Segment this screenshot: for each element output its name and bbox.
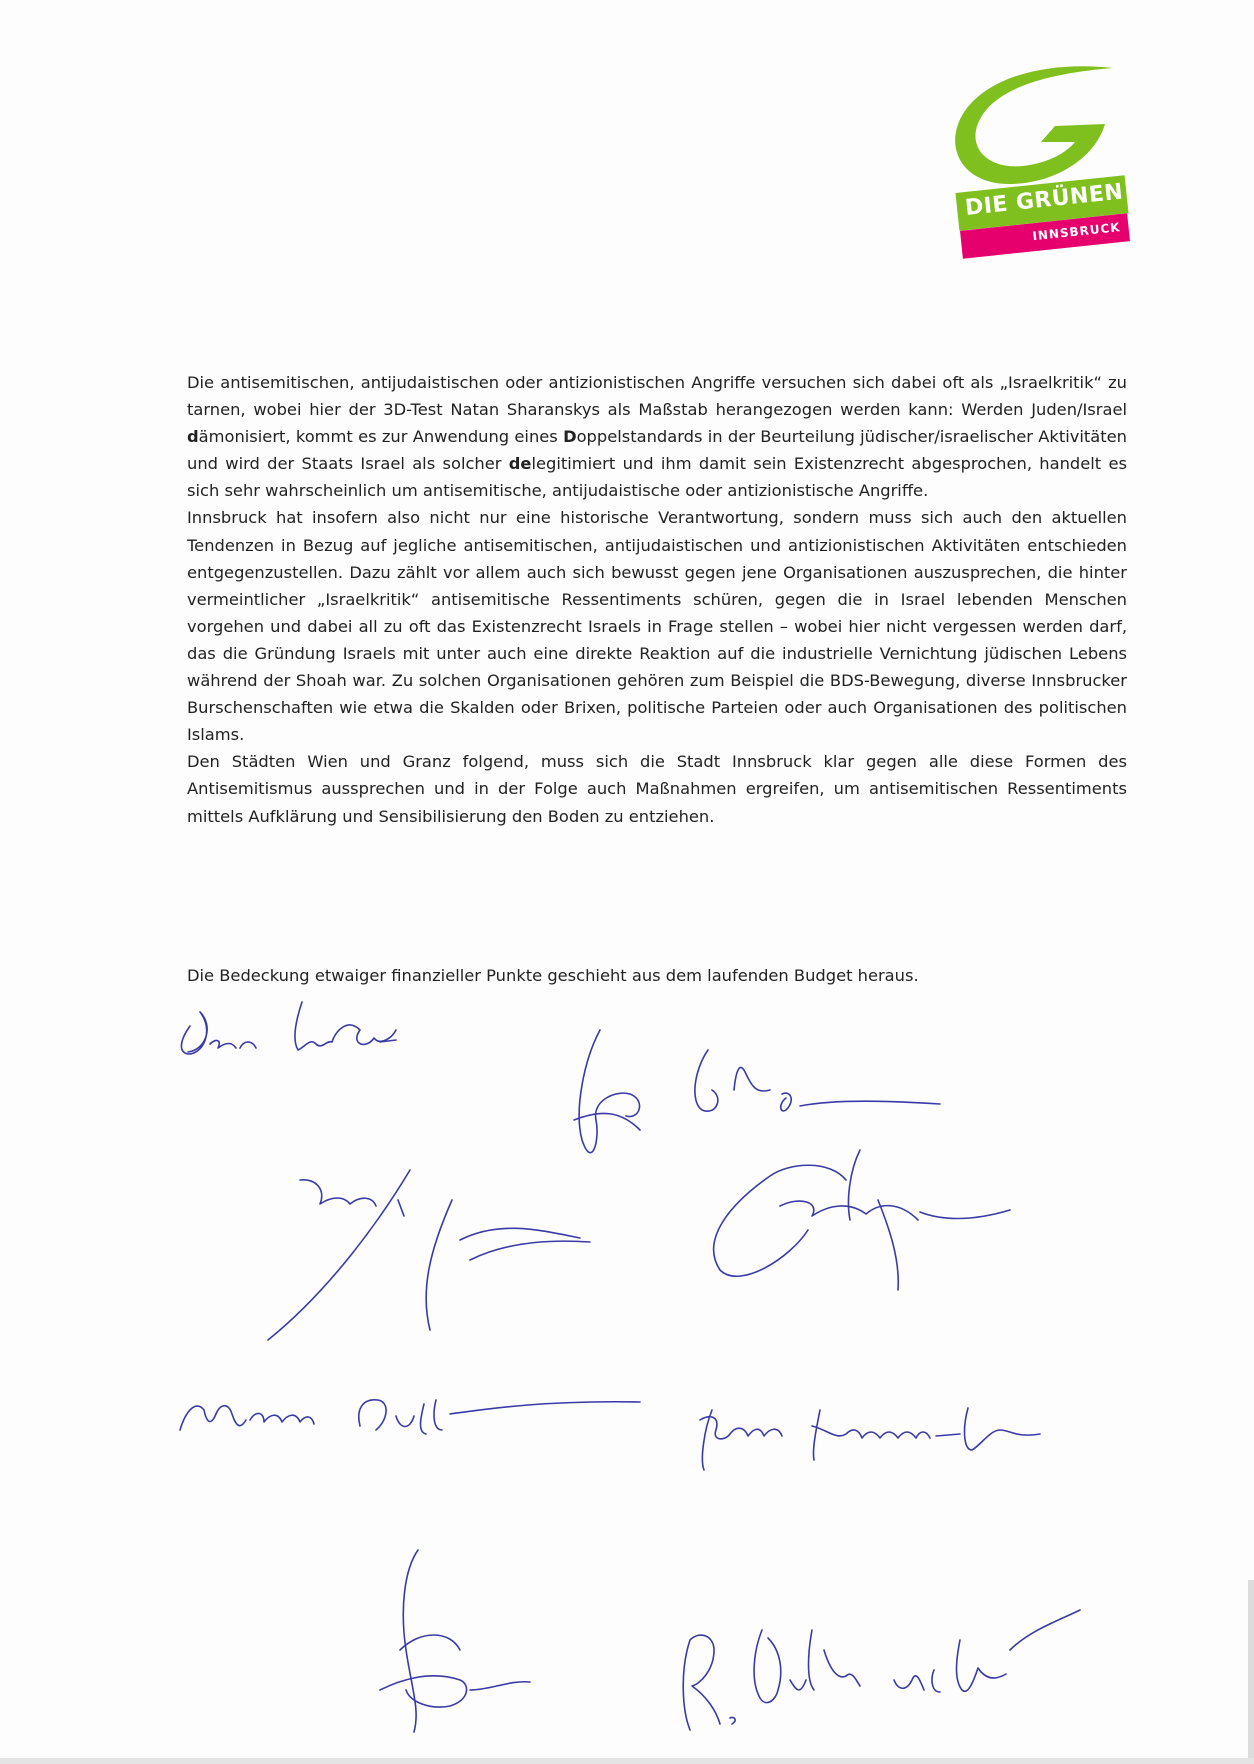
signature-georg — [574, 1030, 940, 1153]
signature-renate — [700, 1408, 1040, 1470]
signature-middle-left — [268, 1170, 590, 1340]
signature-dejan — [181, 1002, 396, 1054]
paragraph-3: Den Städten Wien und Granz folgend, muss sich die Stadt Innsbruck klar gegen alle diese Formen des Antisemitismus aussprechen und in der Folge auch Maßnahmen ergreifen, um antisemitischen Ressentiments mittels Aufklärung und Sensibilisierung den Boden zu entziehen. — [187, 752, 1127, 826]
die-gruenen-logo — [945, 62, 1135, 252]
closing-sentence: Die Bedeckung etwaiger finanzieller Punkte geschieht aus dem laufenden Budget heraus. — [187, 966, 919, 985]
paragraph-1: Die antisemitischen, antijudaistischen oder antizionistischen Angriffe versuchen sich dabei oft als „Israelkritik“ zu tarnen, wobei hier der 3D-Test Natan Sharanskys als Maßstab herangezogen werden kann: Werden Juden/Israel dämonisiert, kommt es zur Anwendung eines Doppelstandards in der Beurteilung jüdischer/israelischer Aktivitäten und wird der Staats Israel als solcher delegitimiert und ihm damit sein Existenzrecht abgesprochen, handelt es sich sehr wahrscheinlich um antisemitische, antijudaistische oder antizionistische Angriffe. — [187, 373, 1127, 501]
signature-schindler — [683, 1610, 1080, 1730]
paragraph-2: Innsbruck hat insofern also nicht nur eine historische Verantwortung, sondern muss sich auch den aktuellen Tendenzen in Bezug auf jegliche antisemitischen, antijudaistischen und antizionistischen Aktivitäten entschieden entgegenzustellen. Dazu zählt vor allem auch sich bewusst gegen jene Organisationen auszusprechen, die hinter vermeintlicher „Israelkritik“ antisemitische Ressentiments schüren, gegen die in Israel lebenden Menschen vorgehen und dabei all zu oft das Existenzrecht Israels in Frage stellen – wobei hier nicht vergessen werden darf, das die Gründung Israels mit unter auch eine direkte Reaktion auf die industrielle Vernichtung jüdischen Lebens während der Shoah war. Zu solchen Organisationen gehören zum Beispiel die BDS-Bewegung, diverse Innsbrucker Burschenschaften wie etwa die Skalden oder Brixen, politische Parteien oder auch Organisationen des politischen Islams. — [187, 508, 1127, 745]
signature-block — [0, 990, 1254, 1750]
logo-name: DIE GRÜNEN — [963, 179, 1125, 221]
signature-bottom-left — [380, 1550, 530, 1732]
document-body — [187, 369, 1127, 830]
logo-subtitle: INNSBRUCK — [1031, 220, 1122, 244]
signature-marcela — [180, 1400, 640, 1434]
scan-edge-right — [1248, 1580, 1254, 1764]
signature-right-mid — [714, 1150, 1010, 1290]
scan-edge-bottom — [0, 1758, 1254, 1764]
